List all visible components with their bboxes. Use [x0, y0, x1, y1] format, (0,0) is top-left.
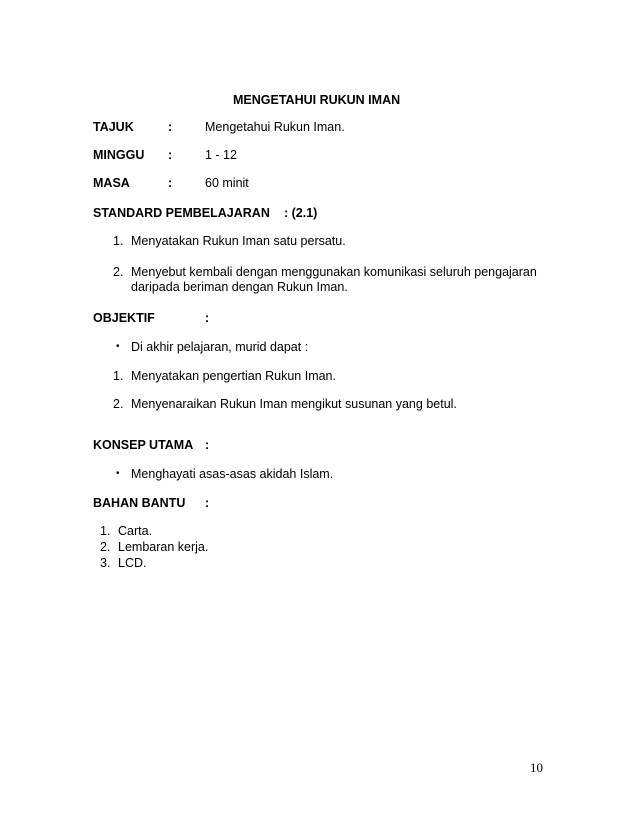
- bahan-item-number: 2.: [100, 540, 111, 554]
- objektif-item-text: Menyenaraikan Rukun Iman mengikut susunan yang betul.: [131, 397, 457, 411]
- objektif-heading: OBJEKTIF: [93, 311, 155, 325]
- standard-item-number: 2.: [113, 265, 124, 279]
- field-colon-minggu: :: [168, 148, 173, 162]
- field-value-masa: 60 minit: [205, 176, 249, 190]
- field-label-tajuk: TAJUK: [93, 120, 134, 134]
- field-colon-tajuk: :: [168, 120, 173, 134]
- bullet-icon: •: [116, 341, 120, 352]
- objektif-intro: Di akhir pelajaran, murid dapat :: [131, 340, 309, 354]
- bahan-item-number: 1.: [100, 524, 111, 538]
- bahan-item-text: LCD.: [118, 556, 147, 570]
- field-value-minggu: 1 - 12: [205, 148, 237, 162]
- standard-item-number: 1.: [113, 234, 124, 248]
- field-colon-masa: :: [168, 176, 173, 190]
- objektif-item-text: Menyatakan pengertian Rukun Iman.: [131, 369, 336, 383]
- page-title: MENGETAHUI RUKUN IMAN: [233, 93, 401, 107]
- standard-code: : (2.1): [284, 206, 318, 220]
- bullet-icon: •: [116, 468, 120, 479]
- konsep-item: Menghayati asas-asas akidah Islam.: [131, 467, 334, 481]
- objektif-item-number: 1.: [113, 369, 124, 383]
- bahan-item-text: Lembaran kerja.: [118, 540, 209, 554]
- konsep-colon: :: [205, 438, 210, 452]
- bahan-colon: :: [205, 496, 210, 510]
- page-number: 10: [530, 760, 543, 775]
- objektif-item-number: 2.: [113, 397, 124, 411]
- field-label-minggu: MINGGU: [93, 148, 145, 162]
- standard-item-text: Menyebut kembali dengan menggunakan komunikasi seluruh pengajaran: [131, 265, 537, 279]
- konsep-heading: KONSEP UTAMA: [93, 438, 194, 452]
- field-value-tajuk: Mengetahui Rukun Iman.: [205, 120, 345, 134]
- objektif-colon: :: [205, 311, 210, 325]
- standard-heading: STANDARD PEMBELAJARAN: [93, 206, 270, 220]
- standard-item-text: Menyatakan Rukun Iman satu persatu.: [131, 234, 346, 248]
- bahan-item-number: 3.: [100, 556, 111, 570]
- bahan-heading: BAHAN BANTU: [93, 496, 186, 510]
- bahan-item-text: Carta.: [118, 524, 153, 538]
- field-label-masa: MASA: [93, 176, 130, 190]
- standard-item-text-continued: daripada beriman dengan Rukun Iman.: [131, 280, 348, 294]
